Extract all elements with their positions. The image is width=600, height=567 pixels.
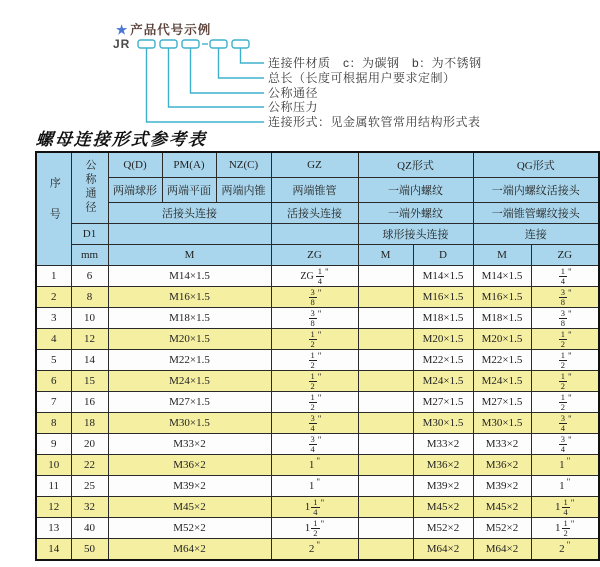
cell-qg-m: M33×2 <box>473 434 531 455</box>
inch-mark: " <box>317 392 322 403</box>
cell-seq: 12 <box>36 497 71 518</box>
callout-line-1 <box>241 48 265 63</box>
cell-qz-m <box>358 371 413 392</box>
header-m-label: M <box>108 245 271 266</box>
cell-seq: 14 <box>36 539 71 561</box>
cell-qz-d: M20×1.5 <box>413 329 473 350</box>
cell-seq: 7 <box>36 392 71 413</box>
cell-qz-m <box>358 329 413 350</box>
cell-qg-zg <box>531 497 599 518</box>
code-box-4 <box>210 40 227 48</box>
cell-mm: 32 <box>71 497 108 518</box>
header-zg-label: ZG <box>271 245 358 266</box>
fraction-whole: 2 <box>308 543 315 555</box>
inch-mark: " <box>317 308 322 319</box>
header-qz-sub-d: D <box>413 245 473 266</box>
cell-qz-d: M36×2 <box>413 455 473 476</box>
cell-qz-m <box>358 455 413 476</box>
cell-mm: 8 <box>71 287 108 308</box>
cell-gz-size <box>271 266 358 287</box>
cell-qg-m: M52×2 <box>473 518 531 539</box>
code-box-2 <box>160 40 177 48</box>
header-qz-desc2: 一端外螺纹 <box>358 203 473 224</box>
cell-m-thread: M27×1.5 <box>108 392 271 413</box>
cell-m-thread: M64×2 <box>108 539 271 561</box>
fraction: $\frac{3}{4}$ <box>560 412 566 433</box>
header-nz-desc: 两端内锥 <box>216 178 271 203</box>
header-col-qz: QZ形式 <box>358 152 473 178</box>
inch-mark: " <box>317 413 322 424</box>
header-qz-desc: 一端内螺纹 <box>358 178 473 203</box>
cell-qz-m <box>358 287 413 308</box>
inch-mark: " <box>320 497 325 508</box>
header-d1: D1 <box>71 224 108 245</box>
star-icon: ★ <box>116 23 129 37</box>
diagram-heading-text: 产品代号示例 <box>130 23 212 37</box>
cell-m-thread: M33×2 <box>108 434 271 455</box>
header-gz-conn: 活接头连接 <box>271 203 358 224</box>
cell-qg-m: M24×1.5 <box>473 371 531 392</box>
cell-mm: 22 <box>71 455 108 476</box>
cell-gz-size <box>271 518 358 539</box>
fraction: $\frac{3}{8}$ <box>560 307 566 328</box>
inch-mark: " <box>568 371 572 382</box>
cell-qz-m <box>358 539 413 561</box>
fraction: $\frac{3}{8}$ <box>310 286 315 307</box>
header-blank-left <box>108 224 271 245</box>
cell-qg-zg <box>531 371 599 392</box>
cell-mm: 14 <box>71 350 108 371</box>
fraction-whole: 1 <box>555 500 561 513</box>
inch-mark: " <box>568 329 572 340</box>
fraction: $\frac{3}{8}$ <box>310 307 315 328</box>
callout-label-length: 总长（长度可根据用户要求定制） <box>268 71 456 85</box>
cell-mm: 16 <box>71 392 108 413</box>
cell-qz-m <box>358 413 413 434</box>
cell-qz-m <box>358 497 413 518</box>
header-pm-desc: 两端平面 <box>162 178 216 203</box>
cell-m-thread: M22×1.5 <box>108 350 271 371</box>
header-left-conn: 活接头连接 <box>108 203 271 224</box>
header-qz-sub-m: M <box>358 245 413 266</box>
table-row <box>36 308 599 329</box>
cell-qg-zg <box>531 434 599 455</box>
cell-gz-size <box>271 539 358 561</box>
inch-mark: " <box>566 540 571 550</box>
header-qg-desc2: 一端锥管螺纹接头 <box>473 203 599 224</box>
cell-qg-zg <box>531 308 599 329</box>
cell-seq: 10 <box>36 455 71 476</box>
code-box-1 <box>138 40 155 48</box>
cell-qz-d: M52×2 <box>413 518 473 539</box>
inch-mark: " <box>570 518 575 529</box>
cell-m-thread: M16×1.5 <box>108 287 271 308</box>
cell-qz-m <box>358 392 413 413</box>
cell-gz-size <box>271 413 358 434</box>
cell-mm: 25 <box>71 476 108 497</box>
cell-qg-m: M18×1.5 <box>473 308 531 329</box>
cell-qg-m: M36×2 <box>473 455 531 476</box>
cell-gz-size <box>271 392 358 413</box>
code-box-5 <box>232 40 249 48</box>
inch-mark: " <box>568 266 572 277</box>
fraction-whole: 1 <box>555 521 561 534</box>
table-row <box>36 476 599 497</box>
table-row <box>36 350 599 371</box>
fraction: $\frac{1}{2}$ <box>313 517 318 538</box>
cell-seq: 8 <box>36 413 71 434</box>
inch-mark: " <box>316 456 321 466</box>
cell-seq: 4 <box>36 329 71 350</box>
inch-mark: " <box>566 456 571 466</box>
cell-gz-size <box>271 329 358 350</box>
header-nominal-dia: 公称通径 <box>71 152 108 224</box>
cell-qz-d: M22×1.5 <box>413 350 473 371</box>
table-row <box>36 497 599 518</box>
cell-qz-d: M30×1.5 <box>413 413 473 434</box>
cell-mm: 10 <box>71 308 108 329</box>
inch-mark: " <box>317 287 322 298</box>
cell-seq: 11 <box>36 476 71 497</box>
cell-m-thread: M39×2 <box>108 476 271 497</box>
fraction: $\frac{3}{4}$ <box>560 433 566 454</box>
header-qg-sub-m: M <box>473 245 531 266</box>
fraction: $\frac{1}{4}$ <box>560 265 566 286</box>
cell-qz-d: M45×2 <box>413 497 473 518</box>
cell-m-thread: M24×1.5 <box>108 371 271 392</box>
fraction: $\frac{1}{2}$ <box>563 517 568 538</box>
cell-mm: 40 <box>71 518 108 539</box>
fraction: $\frac{1}{2}$ <box>560 391 566 412</box>
cell-qg-m: M39×2 <box>473 476 531 497</box>
cell-seq: 2 <box>36 287 71 308</box>
cell-qg-zg <box>531 266 599 287</box>
fraction-whole: 1 <box>308 459 315 471</box>
cell-seq: 3 <box>36 308 71 329</box>
callout-line-5 <box>147 48 265 122</box>
cell-qg-zg <box>531 413 599 434</box>
header-col-q: Q(D) <box>108 152 162 178</box>
table-row <box>36 455 599 476</box>
cell-seq: 9 <box>36 434 71 455</box>
cell-qz-d: M33×2 <box>413 434 473 455</box>
header-q-desc: 两端球形 <box>108 178 162 203</box>
cell-gz-size <box>271 434 358 455</box>
table-row <box>36 413 599 434</box>
inch-mark: " <box>568 413 572 424</box>
cell-qg-m: M14×1.5 <box>473 266 531 287</box>
table-row <box>36 518 599 539</box>
header-qz-conn: 球形接头连接 <box>358 224 473 245</box>
inch-mark: " <box>324 266 329 277</box>
inch-mark: " <box>566 477 571 487</box>
fraction: $\frac{1}{2}$ <box>310 370 315 391</box>
cell-qg-zg <box>531 287 599 308</box>
cell-m-thread: M36×2 <box>108 455 271 476</box>
cell-qz-m <box>358 266 413 287</box>
cell-qz-d: M64×2 <box>413 539 473 561</box>
cell-qg-zg <box>531 539 599 561</box>
inch-mark: " <box>316 477 321 487</box>
table-row <box>36 392 599 413</box>
callout-label-diameter: 公称通径 <box>268 86 319 100</box>
inch-mark: " <box>317 329 322 340</box>
fraction: $\frac{1}{2}$ <box>310 391 315 412</box>
table-row <box>36 371 599 392</box>
cell-qg-zg <box>531 518 599 539</box>
diagram-heading <box>116 20 211 38</box>
table-row <box>36 539 599 561</box>
header-gz-desc: 两端锥管 <box>271 178 358 203</box>
cell-qg-zg <box>531 350 599 371</box>
cell-qg-m: M45×2 <box>473 497 531 518</box>
inch-mark: " <box>568 434 572 445</box>
fraction-whole: 1 <box>559 480 565 492</box>
inch-mark: " <box>317 434 322 445</box>
cell-qz-m <box>358 308 413 329</box>
fraction: $\frac{1}{4}$ <box>563 496 568 517</box>
cell-qz-m <box>358 476 413 497</box>
fraction: $\frac{1}{2}$ <box>560 349 566 370</box>
cell-qz-d: M16×1.5 <box>413 287 473 308</box>
inch-mark: " <box>320 518 325 529</box>
cell-qg-m: M20×1.5 <box>473 329 531 350</box>
fraction: $\frac{3}{4}$ <box>310 412 315 433</box>
cell-gz-size <box>271 476 358 497</box>
fraction-prefix: ZG <box>300 270 314 282</box>
inch-mark: " <box>317 350 322 361</box>
table-row <box>36 329 599 350</box>
fraction: $\frac{1}{2}$ <box>560 370 566 391</box>
cell-qz-m <box>358 434 413 455</box>
cell-m-thread: M45×2 <box>108 497 271 518</box>
callout-line-3 <box>191 48 265 93</box>
cell-gz-size <box>271 350 358 371</box>
code-box-3 <box>182 40 199 48</box>
cell-qz-d: M39×2 <box>413 476 473 497</box>
cell-gz-size <box>271 497 358 518</box>
cell-mm: 12 <box>71 329 108 350</box>
table-row <box>36 434 599 455</box>
cell-gz-size <box>271 308 358 329</box>
inch-mark: " <box>568 350 572 361</box>
cell-gz-size <box>271 371 358 392</box>
cell-qg-m: M30×1.5 <box>473 413 531 434</box>
cell-qg-zg <box>531 329 599 350</box>
cell-qg-m: M64×2 <box>473 539 531 561</box>
cell-m-thread: M20×1.5 <box>108 329 271 350</box>
cell-m-thread: M52×2 <box>108 518 271 539</box>
cell-qz-d: M14×1.5 <box>413 266 473 287</box>
fraction-whole: 1 <box>308 480 315 492</box>
cell-qg-zg <box>531 455 599 476</box>
cell-qg-zg <box>531 476 599 497</box>
fraction-whole: 1 <box>304 521 311 534</box>
header-seq: 序号 <box>36 152 71 266</box>
fraction: $\frac{1}{2}$ <box>310 349 315 370</box>
inch-mark: " <box>570 497 575 508</box>
product-code-diagram <box>0 0 600 135</box>
cell-qz-d: M24×1.5 <box>413 371 473 392</box>
header-col-nz: NZ(C) <box>216 152 271 178</box>
cell-qz-m <box>358 350 413 371</box>
cell-mm: 15 <box>71 371 108 392</box>
cell-qz-d: M27×1.5 <box>413 392 473 413</box>
header-qg-sub-zg: ZG <box>531 245 599 266</box>
cell-mm: 50 <box>71 539 108 561</box>
cell-qg-m: M27×1.5 <box>473 392 531 413</box>
cell-mm: 6 <box>71 266 108 287</box>
inch-mark: " <box>568 392 572 403</box>
header-mm: mm <box>71 245 108 266</box>
cell-qg-m: M16×1.5 <box>473 287 531 308</box>
header-col-qg: QG形式 <box>473 152 599 178</box>
table-header <box>36 152 599 266</box>
fraction-whole: 2 <box>559 543 565 555</box>
cell-seq: 1 <box>36 266 71 287</box>
cell-qz-d: M18×1.5 <box>413 308 473 329</box>
cell-mm: 18 <box>71 413 108 434</box>
callout-label-connection: 连接形式：见金属软管常用结构形式表 <box>268 115 481 129</box>
fraction: $\frac{1}{4}$ <box>313 496 318 517</box>
header-qg-conn: 连接 <box>473 224 599 245</box>
fraction-whole: 1 <box>559 459 565 471</box>
inch-mark: " <box>317 371 322 382</box>
cell-m-thread: M30×1.5 <box>108 413 271 434</box>
inch-mark: " <box>568 308 572 319</box>
callout-label-material: 连接件材质 c：为碳钢 b：为不锈钢 <box>268 56 482 70</box>
fraction: $\frac{3}{4}$ <box>310 433 315 454</box>
cell-mm: 20 <box>71 434 108 455</box>
inch-mark: " <box>316 540 321 550</box>
cell-qg-zg <box>531 392 599 413</box>
cell-m-thread: M18×1.5 <box>108 308 271 329</box>
cell-seq: 13 <box>36 518 71 539</box>
header-col-gz: GZ <box>271 152 358 178</box>
fraction: $\frac{1}{4}$ <box>317 265 322 286</box>
callout-label-pressure: 公称压力 <box>268 100 319 114</box>
fraction: $\frac{3}{8}$ <box>560 286 566 307</box>
cell-seq: 5 <box>36 350 71 371</box>
cell-gz-size <box>271 455 358 476</box>
nut-connection-table <box>35 151 600 561</box>
cell-m-thread: M14×1.5 <box>108 266 271 287</box>
cell-qg-m: M22×1.5 <box>473 350 531 371</box>
table-row <box>36 287 599 308</box>
header-col-pm: PM(A) <box>162 152 216 178</box>
fraction: $\frac{1}{2}$ <box>560 328 566 349</box>
cell-qz-m <box>358 518 413 539</box>
cell-seq: 6 <box>36 371 71 392</box>
inch-mark: " <box>568 287 572 298</box>
header-qg-desc: 一端内螺纹活接头 <box>473 178 599 203</box>
fraction-whole: 1 <box>304 500 311 513</box>
code-prefix: JR <box>113 37 131 51</box>
table-body <box>36 266 599 561</box>
table-title: 螺母连接形式参考表 <box>35 130 208 149</box>
header-blank-gz <box>271 224 358 245</box>
table-row <box>36 266 599 287</box>
fraction: $\frac{1}{2}$ <box>310 328 315 349</box>
cell-gz-size <box>271 287 358 308</box>
